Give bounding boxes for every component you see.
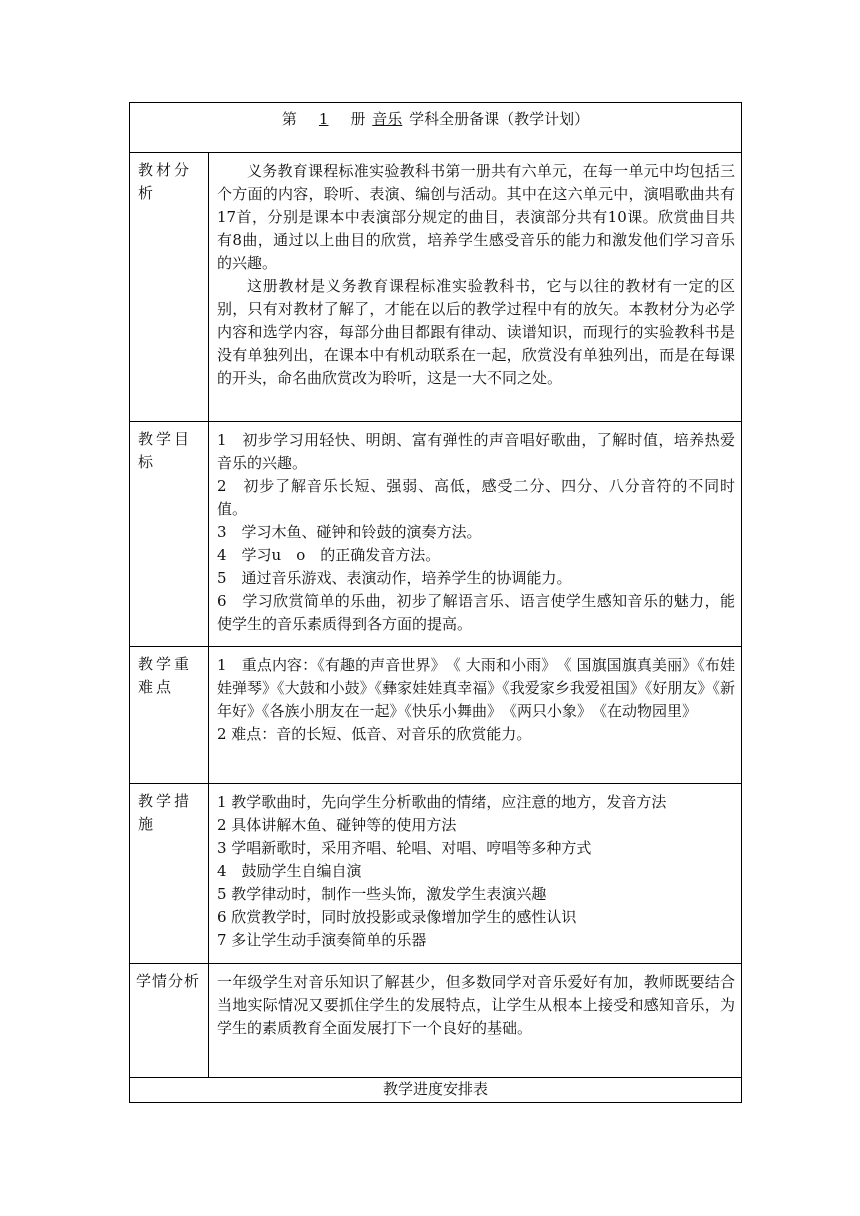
- students-content: [209, 964, 741, 1077]
- goal-item: 6 学习欣赏简单的乐曲，初步了解语言乐、语言使学生感知音乐的魅力，能使学生的音乐素质得到各方面的提高。: [217, 592, 735, 633]
- subject-name: 音乐: [372, 110, 403, 128]
- measure-item: 5 教学律动时，制作一些头饰，激发学生表演兴趣: [217, 885, 547, 903]
- measure-item: 2 具体讲解木鱼、碰钟等的使用方法: [217, 816, 457, 834]
- students-label: 学情分析: [130, 964, 209, 1077]
- measures-content: [209, 784, 741, 963]
- title-prefix: 第: [281, 110, 297, 128]
- goals-label: 教学目标: [130, 422, 209, 646]
- goal-item: 1 初步学习用轻快、明朗、富有弹性的声音唱好歌曲，了解时值，培养热爱音乐的兴趣。: [217, 431, 735, 472]
- analysis-content: [209, 153, 741, 421]
- analysis-label: 教材分析: [130, 153, 209, 421]
- title-mid: 册: [350, 110, 366, 128]
- students-row: [130, 964, 741, 1078]
- students-text: 一年级学生对音乐知识了解甚少，但多数同学对音乐爱好有加，教师既要结合当地实际情况又要抓住学生的发展特点，让学生从根本上接受和感知音乐，为学生的素质教育全面发展打下一个良好的基础。: [217, 973, 735, 1037]
- lesson-plan-table: [129, 102, 742, 1103]
- goal-item: 5 通过音乐游戏、表演动作，培养学生的协调能力。: [217, 569, 572, 587]
- title-suffix: 学科全册备课（教学计划）: [409, 110, 590, 128]
- key-point-item: 2 难点：音的长短、低音、对音乐的欣赏能力。: [217, 725, 532, 743]
- goals-content: [209, 422, 741, 646]
- goal-item: 3 学习木鱼、碰钟和铃鼓的演奏方法。: [217, 523, 482, 541]
- goal-item: 2 初步了解音乐长短、强弱、高低，感受二分、四分、八分音符的不同时值。: [217, 477, 735, 518]
- analysis-row: [130, 153, 741, 422]
- table-title-row: [130, 103, 741, 153]
- measure-item: 7 多让学生动手演奏简单的乐器: [217, 931, 427, 949]
- key-points-label: 教学重难点: [130, 647, 209, 783]
- measures-row: [130, 784, 741, 964]
- analysis-paragraph: 这册教材是义务教育课程标准实验教科书，它与以往的教材有一定的区别，只有对教材了解了，才能在以后的教学过程中有的放矢。本教材分为必学内容和选学内容，每部分曲目都跟有律动、读谱知识，而现行的实验教科书是没有单独列出，在课本中有机动联系在一起，欣赏没有单独列出，而是在每课的开头，命名曲欣赏改为聆听，这是一大不同之处。: [217, 277, 735, 387]
- volume-number: 1: [318, 110, 329, 128]
- measure-item: 3 学唱新歌时，采用齐唱、轮唱、对唱、哼唱等多种方式: [217, 839, 592, 857]
- key-points-row: [130, 647, 741, 784]
- schedule-title-row: [130, 1078, 741, 1102]
- key-points-content: [209, 647, 741, 783]
- measure-item: 4 鼓励学生自编自演: [217, 862, 362, 880]
- key-point-item: 1 重点内容：《有趣的声音世界》 《 大雨和小雨》 《 国旗国旗真美丽》《布娃娃弹琴》《大鼓和小鼓》《彝家娃娃真幸福》《我爱家乡我爱祖国》《好朋友》《新年好》《各族小朋友在一起》《快乐小舞曲》 《两只小象》 《在动物园里》: [217, 656, 735, 720]
- analysis-paragraph: 义务教育课程标准实验教科书第一册共有六单元，在每一单元中均包括三个方面的内容，聆听、表演、编创与活动。其中在这六单元中，演唱歌曲共有17首，分别是课本中表演部分规定的曲目，表演部分共有10课。欣赏曲目共有8曲，通过以上曲目的欣赏，培养学生感受音乐的能力和激发他们学习音乐的兴趣。: [217, 162, 735, 272]
- measure-item: 6 欣赏教学时，同时放投影或录像增加学生的感性认识: [217, 908, 577, 926]
- goals-row: [130, 422, 741, 647]
- schedule-title: 教学进度安排表: [382, 1080, 488, 1098]
- measure-item: 1 教学歌曲时，先向学生分析歌曲的情绪，应注意的地方，发音方法: [217, 793, 667, 811]
- measures-label: 教学措施: [130, 784, 209, 963]
- goal-item: 4 学习u o 的正确发音方法。: [217, 546, 441, 564]
